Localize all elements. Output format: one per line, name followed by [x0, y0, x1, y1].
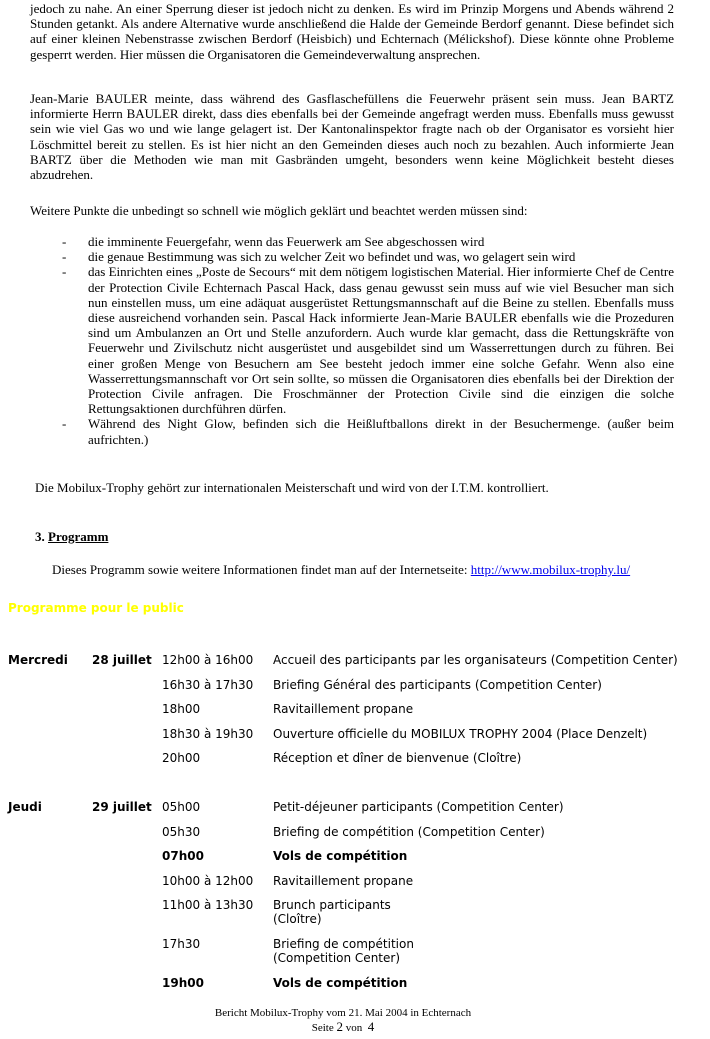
- day-date: 28 juillet: [92, 653, 152, 667]
- list-item: [30, 264, 674, 416]
- bullet-marker: -: [62, 264, 67, 280]
- bullet-marker: -: [62, 416, 67, 432]
- program-info-text: Dieses Programm sowie weitere Informationen findet man auf der Internetseite:: [52, 562, 471, 577]
- section-title: Programm: [48, 529, 109, 544]
- points-list: [30, 234, 674, 447]
- event-description: Briefing Général des participants (Competition Center): [273, 678, 602, 692]
- event-time: 18h00: [162, 702, 201, 716]
- event-description: Vols de compétition: [273, 849, 408, 863]
- footer-report-line: Bericht Mobilux-Trophy vom 21. Mai 2004 in Echternach: [214, 1007, 472, 1019]
- list-item-text: die genaue Bestimmung was sich zu welcher Zeit wo befindet und was, wo gelagert sein wird: [88, 249, 576, 265]
- list-item-text: die imminente Feuergefahr, wenn das Feuerwerk am See abgeschossen wird: [88, 234, 485, 249]
- day-label: Mercredi: [8, 653, 68, 667]
- event-description: Vols de compétition: [273, 976, 408, 990]
- event-time: 05h00: [162, 800, 201, 814]
- page-footer: [0, 1006, 686, 1035]
- total-pages: 4: [367, 1019, 375, 1034]
- list-item: [30, 416, 674, 446]
- section-heading: [35, 529, 108, 544]
- paragraph-program-info: [52, 562, 692, 577]
- section-number: 3.: [35, 529, 45, 544]
- list-item-text: das Einrichten eines „Poste de Secours“ mit dem nötigem logistischen Material. Hier informierte Chef de Centre der Protection Civile Echternach Pascal Hack, dass genau gewusst sein muss auf wie viel Besucher man sich nun einstellen muss, um eine adäquat ausgerüstet Rettungsmannschaft auf die Beine zu stellen. Ebenfalls muss diese ausreichend vorhanden sein. Pascal Hack informierte Jean-Marie BAULER ebenfalls wie die Prozeduren sind um Ambulanzen an Ort und Stelle anzufordern. Auch wurde klar gemacht, dass die Rettungskräfte von Feuerwehr und Zivilschutz nicht ausgerüstet und ausgebildet sind um Wasserrettungen durch zu führen. Bei einer großen Menge von Besuchern am See besteht jedoch immer eine solche Gefahr. Wenn also eine Wasserrettungsmannschaft vor Ort sein sollte, so müssen die Organisatoren dies ebenfalls bei der Direktion der Protection Civile anfragen. Die Froschmänner der Protection Civile sind die einzigen die solche Rettungsaktionen durchführen dürfen.: [88, 264, 674, 417]
- programme-title: Programme pour le public: [8, 601, 184, 615]
- event-description: Ouverture officielle du MOBILUX TROPHY 2004 (Place Denzelt): [273, 727, 648, 741]
- event-description-line: Brunch participants: [273, 898, 391, 912]
- event-time: 05h30: [162, 825, 201, 839]
- event-time: 18h30 à 19h30: [162, 727, 254, 741]
- event-description: Ravitaillement propane: [273, 874, 414, 888]
- event-description: [273, 898, 703, 926]
- page-number: Seite 2 von 4: [311, 1019, 375, 1034]
- day-label: Jeudi: [8, 800, 42, 814]
- event-time: 12h00 à 16h00: [162, 653, 254, 667]
- event-description-line: Briefing de compétition: [273, 937, 414, 951]
- list-item: [30, 234, 674, 249]
- paragraph-further-points: Weitere Punkte die unbedingt so schnell wie möglich geklärt und beachtet werden müssen sind:: [30, 203, 528, 218]
- list-item-text: Während des Night Glow, befinden sich die Heißluftballons direkt in der Besuchermenge. (außer beim aufrichten.): [88, 416, 674, 447]
- bullet-marker: -: [62, 234, 67, 249]
- paragraph-gas-refill-location: jedoch zu nahe. An einer Sperrung dieser ist jedoch nicht zu denken. Es wird im Prinzip Morgens und Abends während 2 Stunden getankt. Als andere Alternative wurde anschließend die Halde der Gemeinde Berdorf genannt. Diese befindet sich auf einer kleinen Nebenstrasse zwischen Berdorf (Heisbich) und Echternach (Mélickshof). Diese könnte ohne Probleme gesperrt werden. Hier müssen die Organisatoren die Gemeindeverwaltung ansprechen.: [30, 1, 674, 62]
- day-date: 29 juillet: [92, 800, 152, 814]
- current-page: 2: [336, 1019, 343, 1034]
- event-description-line: (Cloître): [273, 912, 322, 926]
- event-description: Accueil des participants par les organisateurs (Competition Center): [273, 653, 678, 667]
- event-description: Petit-déjeuner participants (Competition Center): [273, 800, 564, 814]
- event-time: 07h00: [162, 849, 204, 863]
- list-item: [30, 249, 674, 264]
- event-time: 17h30: [162, 937, 201, 951]
- paragraph-championship: Die Mobilux-Trophy gehört zur internationalen Meisterschaft und wird von der I.T.M. kontrolliert.: [35, 480, 549, 495]
- event-description: Briefing de compétition (Competition Center): [273, 825, 545, 839]
- paragraph-fire-brigade-presence: Jean-Marie BAULER meinte, dass während des Gasflaschefüllens die Feuerwehr präsent sein muss. Jean BARTZ informierte Herrn BAULER direkt, dass dies ebenfalls bei der Gemeinde angefragt werden muss. Ebenfalls muss gewusst sein wie viel Gas wo und wie lange gelagert ist. Der Kantonalinspektor fragte nach ob der Organisator es vorsieht hier Löschmittel bereit zu stellen. Es ist hier nicht an den Gemeinden dieses auch noch zu bezahlen. Auch informierte Jean BARTZ über die Methoden wie man mit Gasbränden umgeht, besonders wenn keine Möglichkeit besteht dieses abzudrehen.: [30, 91, 674, 183]
- website-link[interactable]: http://www.mobilux-trophy.lu/: [470, 562, 631, 577]
- event-description-line: (Competition Center): [273, 951, 401, 965]
- event-description: [273, 937, 703, 965]
- bullet-marker: -: [62, 249, 67, 265]
- event-time: 19h00: [162, 976, 204, 990]
- event-description: Ravitaillement propane: [273, 702, 414, 716]
- event-time: 11h00 à 13h30: [162, 898, 254, 912]
- event-time: 20h00: [162, 751, 201, 765]
- event-time: 16h30 à 17h30: [162, 678, 254, 692]
- event-description: Réception et dîner de bienvenue (Cloître): [273, 751, 522, 765]
- event-time: 10h00 à 12h00: [162, 874, 254, 888]
